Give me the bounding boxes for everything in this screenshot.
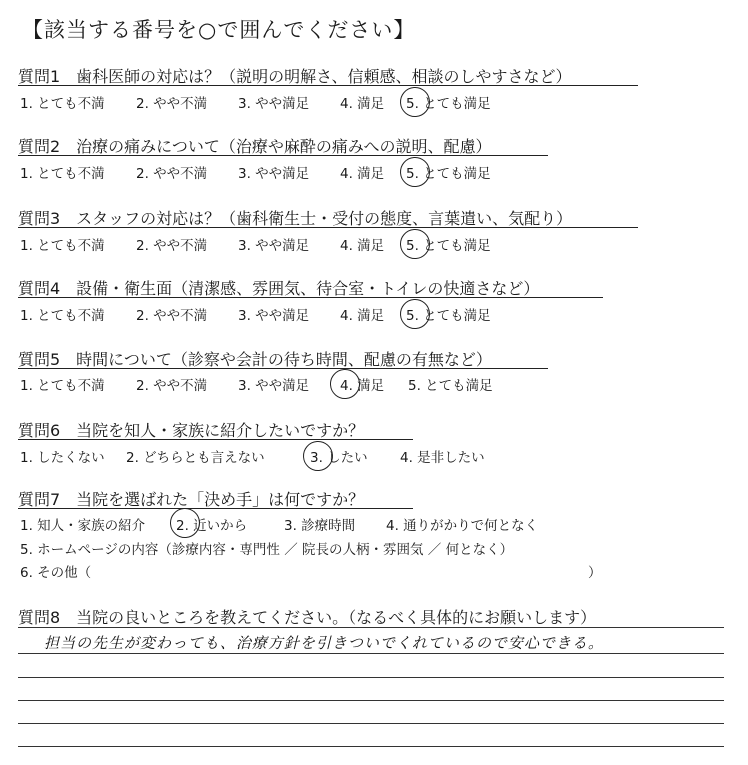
option[interactable]: 4. 満足: [340, 96, 385, 112]
option[interactable]: 1. 知人・家族の紹介: [20, 518, 146, 534]
option-selected[interactable]: 2. 近いから: [176, 518, 248, 534]
writing-line: [18, 653, 724, 654]
option[interactable]: 3. やや満足: [238, 238, 310, 254]
option[interactable]: 3. やや満足: [238, 166, 310, 182]
q7-option6[interactable]: 6. その他（: [20, 565, 92, 581]
option[interactable]: 3. やや満足: [238, 308, 310, 324]
selection-circle: [399, 298, 431, 330]
writing-line: [18, 700, 724, 701]
q8-title: 質問8 当院の良いところを教えてください。（なるべく具体的にお願いします）: [18, 608, 597, 627]
q7-title: 質問7 当院を選ばれた「決め手」は何ですか？: [18, 490, 365, 509]
option-selected[interactable]: 5. とても満足: [406, 238, 491, 254]
q6-underline: [18, 439, 413, 440]
q7-option6-close: ）: [588, 565, 602, 581]
option[interactable]: 4. 通りがかりで何となく: [386, 518, 539, 534]
option[interactable]: 4. 是非したい: [400, 450, 485, 466]
q4-underline: [18, 297, 603, 298]
q4-title: 質問4 設備・衛生面（清潔感、雰囲気、待合室・トイレの快適さなど）: [18, 279, 540, 298]
q2-title: 質問2 治療の痛みについて（治療や麻酔の痛みへの説明、配慮）: [18, 137, 492, 156]
writing-line: [18, 746, 724, 747]
option[interactable]: 2. どちらとも言えない: [126, 450, 265, 466]
option[interactable]: 5. とても満足: [408, 378, 493, 394]
option[interactable]: 3. 診療時間: [284, 518, 356, 534]
q1-underline: [18, 85, 638, 86]
writing-line: [18, 723, 724, 724]
option[interactable]: 1. とても不満: [20, 96, 105, 112]
selection-circle: [169, 507, 201, 539]
option[interactable]: 1. とても不満: [20, 166, 105, 182]
q7-underline: [18, 508, 413, 509]
option[interactable]: 2. やや不満: [136, 96, 208, 112]
option[interactable]: 1. とても不満: [20, 308, 105, 324]
option[interactable]: 2. やや不満: [136, 166, 208, 182]
option-selected[interactable]: 4. 満足: [340, 378, 385, 394]
q3-underline: [18, 227, 638, 228]
option[interactable]: 3. やや満足: [238, 378, 310, 394]
q7-option5[interactable]: 5. ホームページの内容（診療内容・専門性 ／ 院長の人柄・雰囲気 ／ 何となく）: [20, 542, 514, 558]
q8-handwritten-answer[interactable]: 担当の先生が変わっても、治療方針を引きついでくれているので安心できる。: [44, 634, 604, 652]
option[interactable]: 2. やや不満: [136, 238, 208, 254]
option-selected[interactable]: 5. とても満足: [406, 308, 491, 324]
option-selected[interactable]: 5. とても満足: [406, 166, 491, 182]
q3-title: 質問3 スタッフの対応は？（歯科衛生士・受付の態度、言葉遣い、気配り）: [18, 209, 573, 228]
option[interactable]: 3. やや満足: [238, 96, 310, 112]
page-title: 【該当する番号を○で囲んでください】: [22, 18, 416, 42]
selection-circle: [302, 440, 334, 472]
option[interactable]: 4. 満足: [340, 166, 385, 182]
option[interactable]: 1. とても不満: [20, 378, 105, 394]
q6-title: 質問6 当院を知人・家族に紹介したいですか？: [18, 421, 365, 440]
option[interactable]: 2. やや不満: [136, 308, 208, 324]
q8-underline: [18, 627, 724, 628]
q5-underline: [18, 368, 548, 369]
writing-line: [18, 677, 724, 678]
option[interactable]: 4. 満足: [340, 238, 385, 254]
option[interactable]: 1. とても不満: [20, 238, 105, 254]
option[interactable]: 1. したくない: [20, 450, 105, 466]
selection-circle: [399, 86, 431, 118]
selection-circle: [399, 228, 431, 260]
option-selected[interactable]: 3. したい: [310, 450, 368, 466]
q2-underline: [18, 155, 548, 156]
selection-circle: [329, 368, 361, 400]
option-selected[interactable]: 5. とても満足: [406, 96, 491, 112]
q5-title: 質問5 時間について（診察や会計の待ち時間、配慮の有無など）: [18, 350, 492, 369]
q1-title: 質問1 歯科医師の対応は？（説明の明解さ、信頼感、相談のしやすさなど）: [18, 67, 572, 86]
option[interactable]: 4. 満足: [340, 308, 385, 324]
selection-circle: [399, 156, 431, 188]
option[interactable]: 2. やや不満: [136, 378, 208, 394]
